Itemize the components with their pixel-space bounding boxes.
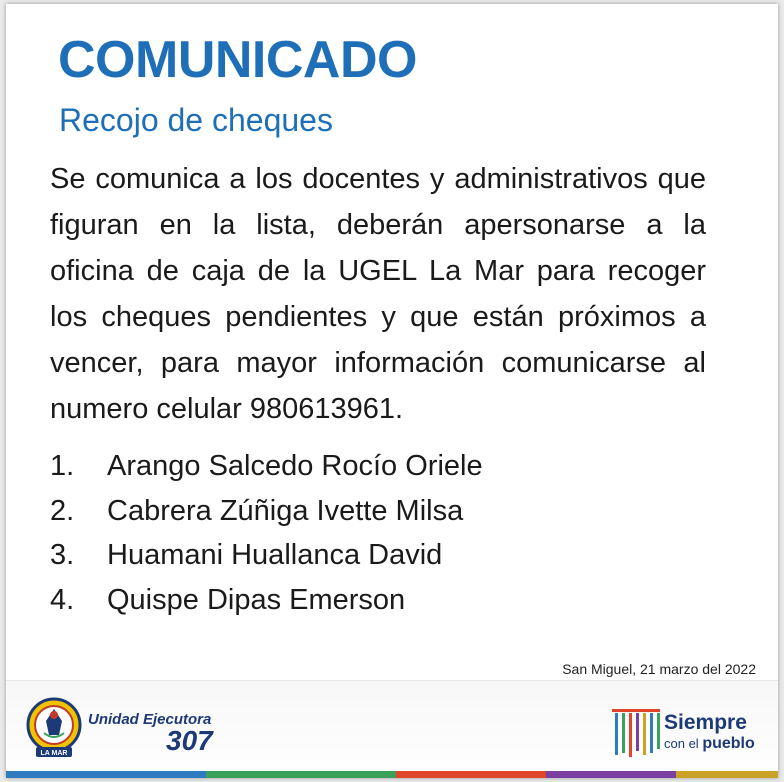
brand-slogan-line2 [664, 735, 755, 753]
list-item [50, 578, 483, 623]
stripe-segment [206, 771, 396, 778]
list-item-name: Arango Salcedo Rocío Oriele [107, 450, 483, 482]
list-item-number: 1. [50, 450, 75, 482]
list-item [50, 444, 483, 489]
page-subtitle: Recojo de cheques [59, 102, 333, 138]
list-item-name: Huamani Huallanca David [107, 539, 443, 571]
list-item-number: 4. [50, 583, 75, 616]
unit-label: Unidad Ejecutora [88, 711, 212, 728]
footer [6, 680, 778, 778]
list-item-name: Cabrera Zúñiga Ivette Milsa [107, 494, 464, 527]
list-item-number: 3. [50, 539, 75, 571]
ugel-seal-logo [26, 695, 82, 759]
unit-number: 307 [166, 725, 213, 756]
stripe-segment [396, 771, 546, 778]
seal-text: LA MAR [40, 750, 68, 757]
brand-stripes-icon [610, 705, 662, 761]
list-item-name: Quispe Dipas Emerson [107, 583, 406, 616]
stripe-segment [6, 771, 206, 778]
stripe-segment [676, 771, 778, 778]
announcement-slide [6, 4, 778, 778]
date-line: San Miguel, 21 marzo del 2022 [562, 661, 756, 677]
brand-slogan-line1: Siempre [664, 711, 747, 734]
page-title: COMUNICADO [58, 31, 417, 89]
names-list [50, 444, 483, 622]
announcement-paragraph: Se comunica a los docentes y administrativos que figuran en la lista, deberán apersonarse a la oficina de caja de la UGEL La Mar para recoger los cheques pendientes y que están próximos a vencer, para mayor información comunicarse al numero celular 980613961. [50, 163, 706, 425]
list-item-number: 2. [50, 494, 75, 527]
brand-slogan-prefix: con el [664, 736, 699, 751]
stripe-segment [546, 771, 676, 778]
list-item [50, 489, 483, 534]
color-stripe [6, 771, 778, 778]
list-item [50, 533, 483, 578]
brand-slogan-word: pueblo [702, 735, 755, 752]
